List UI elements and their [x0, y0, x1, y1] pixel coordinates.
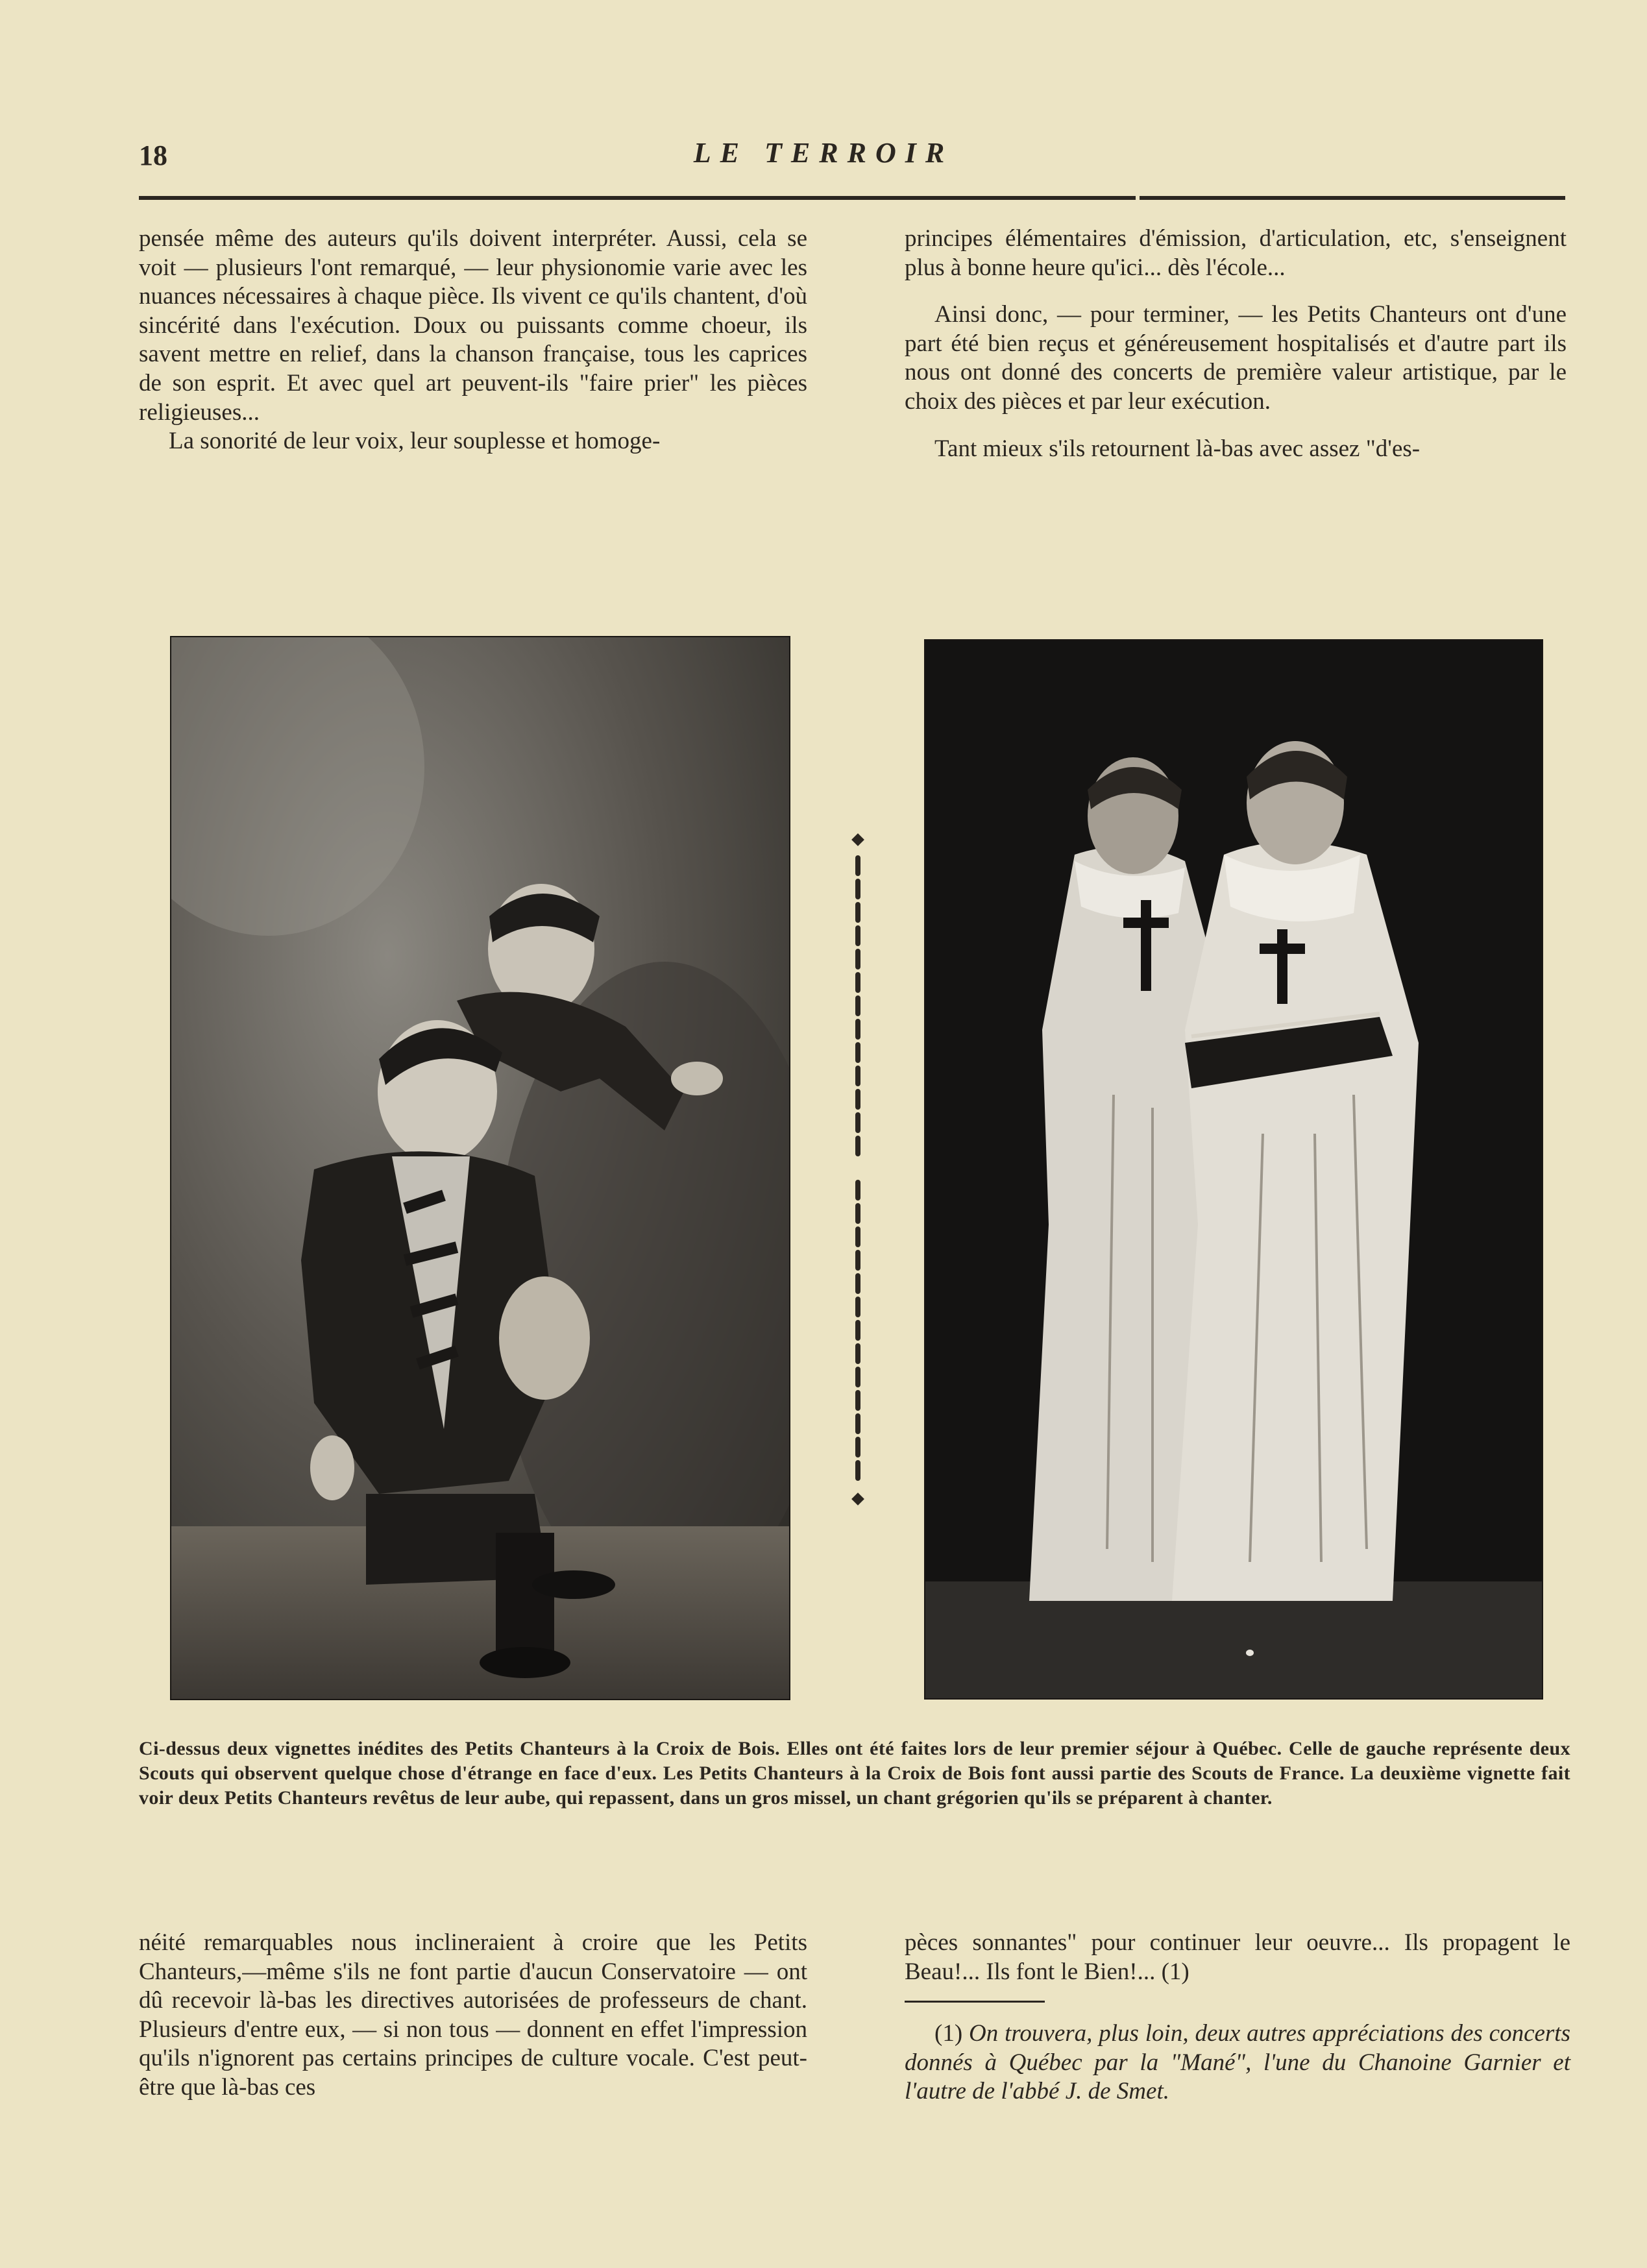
two-choirboys-photo — [924, 639, 1543, 1700]
column-top-right — [905, 225, 1567, 463]
header-rule — [139, 196, 1565, 200]
running-title: LE TERROIR — [693, 137, 954, 169]
footnote-marker: (1) — [934, 2020, 963, 2047]
paragraph: pensée même des auteurs qu'ils doivent interpréter. Aussi, cela se voit — plusieurs l'ont remarqué, — leur physionomie varie avec les nuances nécessaires à chaque pièce. Ils vivent ce qu'ils chantent, d'où sincérité dans l'exécution. Doux ou puissants comme choeur, ils savent mettre en relief, dans la chanson française, tous les caprices de son esprit. Et avec quel art peuvent-ils "faire prier" les pièces religieuses... — [139, 225, 807, 426]
paragraph: pèces sonnantes" pour continuer leur oeuvre... Ils propagent le Beau!... Ils font le Bien!... (1) — [905, 1929, 1570, 1985]
footnote — [905, 2019, 1570, 2106]
paragraph: néité remarquables nous inclineraient à croire que les Petits Chanteurs,—même s'ils ne font partie d'aucun Conservatoire — ont dû recevoir là-bas les directives autorisées de professeurs de chant. Plusieurs d'entre eux, — si non tous — donnent en effet l'impression qu'ils n'ignorent pas certains principes de culture vocale. C'est peut-être que là-bas ces — [139, 1929, 807, 2101]
paragraph: principes élémentaires d'émission, d'articulation, etc, s'enseignent plus à bonne heure qu'ici... dès l'école... — [905, 225, 1567, 281]
column-top-left — [139, 225, 807, 456]
paragraph: Ainsi donc, — pour terminer, — les Petits Chanteurs ont d'une part été bien reçus et généreusement hospitalisés et d'autre part ils nous ont donné des concerts de première valeur artistique, par le choix des pièces et par leur exécution. — [905, 301, 1567, 415]
footnote-text: On trouvera, plus loin, deux autres appréciations des concerts donnés à Québec par la "Mané", l'une du Chanoine Garnier et l'autre de l'abbé J. de Smet. — [905, 2020, 1570, 2105]
column-bottom-right — [905, 1929, 1570, 2106]
column-bottom-left — [139, 1929, 807, 2103]
page-number: 18 — [139, 140, 167, 171]
paragraph: Tant mieux s'ils retournent là-bas avec assez "d'es- — [934, 435, 1421, 462]
footnote-rule — [905, 2001, 1045, 2003]
ornamental-divider — [845, 832, 871, 1507]
paragraph: La sonorité de leur voix, leur souplesse et homoge- — [169, 428, 661, 455]
two-scouts-photo — [170, 636, 790, 1700]
photo-caption: Ci-dessus deux vignettes inédites des Petits Chanteurs à la Croix de Bois. Elles ont été faites lors de leur premier séjour à Québec. Celle de gauche représente deux Scouts qui observent quelque chose d'étrange en face d'eux. Les Petits Chanteurs à la Croix de Bois font aussi partie des Scouts de France. La deuxième vignette fait voir deux Petits Chanteurs revêtus de leur aube, qui repassent, dans un gros missel, un chant grégorien qu'ils se préparent à chanter. — [139, 1738, 1570, 1809]
